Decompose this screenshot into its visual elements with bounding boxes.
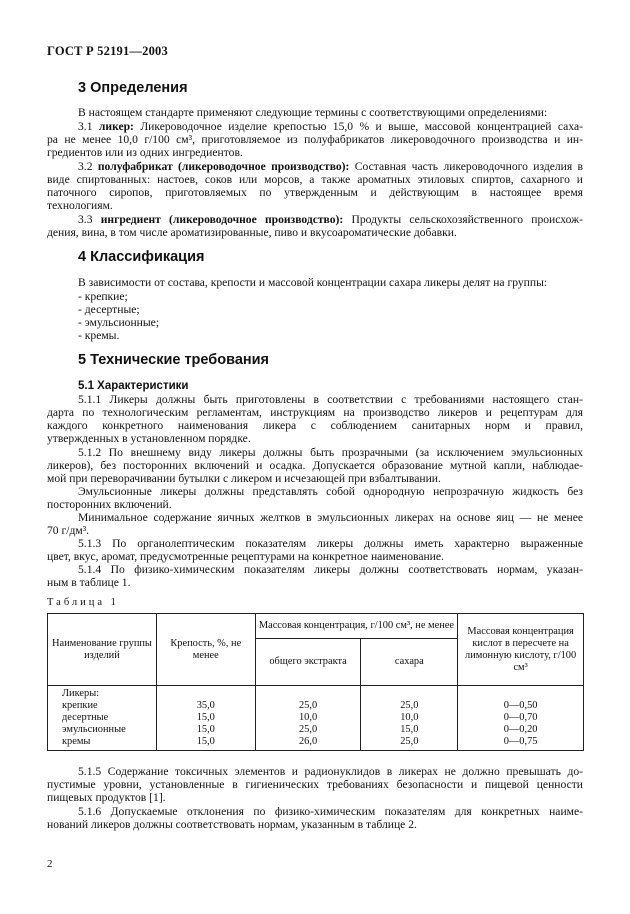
table-row xyxy=(48,686,584,751)
row-extract: 25,0 xyxy=(298,700,318,711)
paragraph-line: дарта по технологическим регламентам, инструкциям на производство ликеров и рецептурам для xyxy=(47,406,583,419)
row-sugar: 10,0 xyxy=(400,712,419,723)
page-number: 2 xyxy=(47,858,53,870)
section-5-title: 5 Технические требования xyxy=(78,352,270,368)
term-3-2-line-3: паточного сиропов, приготовляемых по утвержденным и действующим в настоящее время xyxy=(47,186,583,199)
term-name: полуфабрикат (ликероводочное производство): xyxy=(97,160,350,173)
paragraph-line: пищевых продуктов [1]. xyxy=(47,791,166,804)
row-extract: 10,0 xyxy=(298,712,318,723)
header-strength: Крепость, %, не менее xyxy=(156,614,255,686)
paragraph-line: 5.1.2 По внешнему виду ликеры должны быть прозрачными (за исключением эмульсионных xyxy=(78,446,583,459)
list-item: - кремы. xyxy=(78,329,120,342)
term-3-3-line-1 xyxy=(78,213,583,226)
row-extract: 25,0 xyxy=(298,724,318,735)
term-3-3-line-2: дения, вина, в том числе ароматизированные, пиво и вкусоароматические добавки. xyxy=(47,226,457,239)
row-name: десертные xyxy=(62,712,109,723)
term-3-2-line-1 xyxy=(78,160,583,173)
paragraph-line: каждого конкретного наименования ликера с соблюдением санитарных норм и правил, xyxy=(47,419,583,432)
section-4-title: 4 Классификация xyxy=(78,249,205,265)
sec3-intro: В настоящем стандарте применяют следующие термины с соответствующими определениями: xyxy=(78,106,548,119)
term-3-1-line-2: ра не менее 10,0 г/100 см³, приготовляемое из полуфабрикатов ликероводочного производства и ин- xyxy=(47,133,583,146)
row-strength: 15,0 xyxy=(196,736,215,747)
paragraph-line: 5.1.3 По органолептическим показателям ликеры должны иметь характерно выраженные xyxy=(78,537,583,550)
term-text: Продукты сельскохозяйственного происхож- xyxy=(351,213,583,226)
paragraph-line: 5.1.6 Допускаемые отклонения по физико-химическим показателям для конкретных наиме- xyxy=(78,805,583,818)
paragraph-line: посторонних включений. xyxy=(47,498,172,511)
paragraph-line: мой при переворачивании бутылки с ликером и исчезающей при взбалтывании. xyxy=(47,472,441,485)
paragraph-line: Минимальное содержание яичных желтков в эмульсионных ликерах на основе яиц — не менее xyxy=(78,511,583,524)
list-item: - крепкие; xyxy=(78,290,128,303)
term-3-2-line-2: виде спиртованных: настоев, соков или морсов, а также ароматных этиловых спиртов, сахарного и xyxy=(47,173,583,186)
term-number: 3.1 xyxy=(78,120,93,133)
paragraph-line: цвет, вкус, аромат, предусмотренные рецептурами на конкретное наименование. xyxy=(47,550,444,563)
row-extract: 26,0 xyxy=(298,736,318,747)
row-strength: 35,0 xyxy=(196,700,215,711)
document-header: ГОСТ Р 52191—2003 xyxy=(47,44,168,58)
row-name: кремы xyxy=(62,736,91,747)
paragraph-line: 5.1.1 Ликеры должны быть приготовлены в соответствии с требованиями настоящего стан- xyxy=(78,393,583,406)
term-3-1-line-1 xyxy=(78,120,583,133)
header-sugar: сахара xyxy=(361,639,458,686)
row-name: эмульсионные xyxy=(62,724,126,735)
term-name: ликер: xyxy=(98,120,134,133)
row-acid: 0—0,20 xyxy=(503,724,538,735)
paragraph-line: ликеров), без посторонних включений и осадка. Допускается образование мутной капли, наблюдае- xyxy=(47,459,583,472)
section-3-title: 3 Определения xyxy=(78,80,188,96)
header-extract: общего экстракта xyxy=(255,639,361,686)
term-number: 3.3 xyxy=(78,213,93,226)
list-item: - эмульсионные; xyxy=(78,316,160,329)
row-sugar: 15,0 xyxy=(400,724,419,735)
term-text: Составная часть ликероводочного изделия в xyxy=(354,160,584,173)
term-number: 3.2 xyxy=(78,160,93,173)
row-sugar: 25,0 xyxy=(400,700,419,711)
sec4-intro: В зависимости от состава, крепости и массовой концентрации сахара ликеры делят на группы: xyxy=(78,276,548,289)
row-strength: 15,0 xyxy=(196,724,215,735)
paragraph-line: пустимые уровни, установленные в гигиенических требованиях безопасности и пищевой ценности xyxy=(47,778,583,791)
term-3-2-line-4: технологиям. xyxy=(47,199,113,212)
row-acid: 0—0,75 xyxy=(503,736,538,747)
header-name: Наименование группы изделий xyxy=(48,614,157,686)
table-1 xyxy=(47,613,584,751)
list-item: - десертные; xyxy=(78,303,140,316)
row-strength: 15,0 xyxy=(196,712,215,723)
paragraph-line: ным в таблице 1. xyxy=(47,576,131,589)
paragraph-line: нований ликеров должны соответствовать нормам, указанным в таблице 2. xyxy=(47,818,417,831)
paragraph-line: 70 г/дм³. xyxy=(47,524,90,537)
term-text: Ликероводочное изделие крепостью 15,0 % и выше, массовой концентрацией саха- xyxy=(140,120,583,133)
table-caption: Таблица 1 xyxy=(47,597,119,608)
row-acid: 0—0,70 xyxy=(503,712,538,723)
header-mass: Массовая концентрация, г/100 см³, не менее xyxy=(255,614,458,639)
paragraph-line: Эмульсионные ликеры должны представлять собой однородную непрозрачную жидкость без xyxy=(78,485,583,498)
paragraph-line: утвержденных в установленном порядке. xyxy=(47,432,251,445)
row-name: крепкие xyxy=(62,700,98,711)
group-label: Ликеры: xyxy=(62,688,100,699)
term-name: ингредиент (ликероводочное производство): xyxy=(100,213,344,226)
header-acid: Массовая концентрация кислот в пересчете на лимонную кислоту, г/100 см³ xyxy=(458,614,584,686)
paragraph-line: 5.1.5 Содержание токсичных элементов и радионуклидов в ликерах не должно превышать до- xyxy=(78,765,583,778)
subsection-5-1-title: 5.1 Характеристики xyxy=(78,380,189,392)
paragraph-line: 5.1.4 По физико-химическим показателям ликеры должны соответствовать нормам, указан- xyxy=(78,563,583,576)
row-acid: 0—0,50 xyxy=(503,700,538,711)
term-3-1-line-3: гредиентов или из одних ингредиентов. xyxy=(47,146,243,159)
row-sugar: 25,0 xyxy=(400,736,419,747)
